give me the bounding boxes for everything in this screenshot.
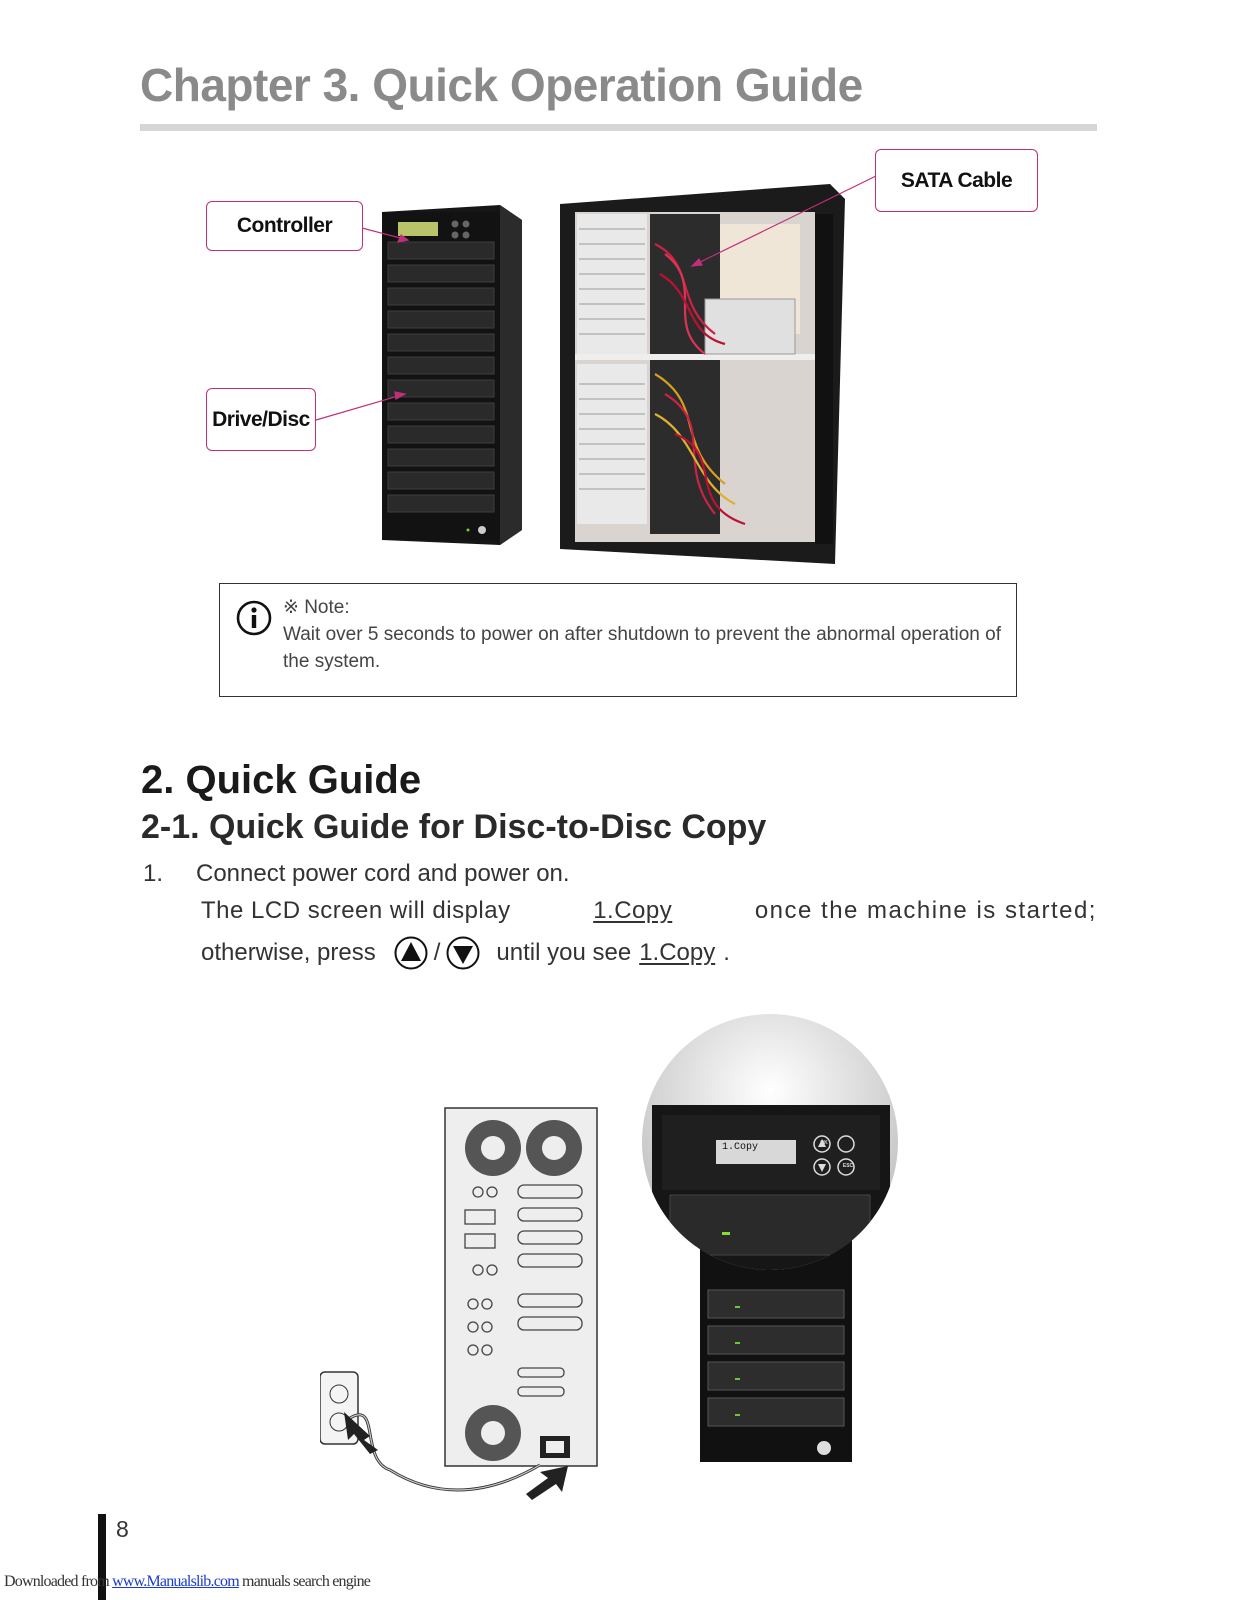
ok-button-label: OK: [820, 1140, 828, 1146]
callout-drive-disc: Drive/Disc: [206, 388, 316, 451]
footer-link[interactable]: www.Manualslib.com: [112, 1573, 239, 1590]
footer-prefix: Downloaded from: [4, 1573, 109, 1590]
footer: [4, 1573, 370, 1591]
step-text: Connect power cord and power on.: [196, 860, 570, 887]
section-heading: 2. Quick Guide: [141, 758, 422, 802]
step-line-2: [201, 897, 1097, 925]
note-text: [283, 594, 1001, 675]
step-number: 1.: [143, 860, 164, 887]
note-body: Wait over 5 seconds to power on after shutdown to prevent the abnormal operation of the system.: [283, 624, 1001, 672]
page-number: 8: [116, 1516, 129, 1542]
subsection-heading: 2-1. Quick Guide for Disc-to-Disc Copy: [141, 808, 767, 846]
up-arrow-button-icon: [394, 936, 428, 970]
footer-suffix: manuals search engine: [242, 1573, 371, 1590]
step-line-3-post: .: [723, 939, 730, 966]
step-line-2-pre: The LCD screen will display: [201, 897, 511, 924]
esc-button-label: ESC: [842, 1163, 854, 1169]
chapter-title: Chapter 3. Quick Operation Guide: [140, 59, 863, 111]
step-line-2-post: once the machine is started;: [754, 897, 1097, 924]
rear-panel-power-illustration: [320, 1100, 610, 1510]
callout-sata-cable: SATA Cable: [875, 149, 1038, 212]
arrow-separator: /: [433, 939, 441, 966]
lcd-menu-name: 1.Copy: [593, 897, 673, 924]
down-arrow-button-icon: [446, 936, 480, 970]
step-line-3: [201, 936, 730, 970]
callout-controller: Controller: [206, 201, 363, 251]
callout-leader-lines: [0, 0, 1237, 600]
step-line-3-pre: otherwise, press: [201, 939, 376, 966]
note-heading: ※ Note:: [283, 597, 350, 618]
step-line-3-mid: until you see: [496, 939, 632, 966]
front-tower-lcd-illustration: [640, 1010, 910, 1480]
lcd-screen-text: 1.Copy: [722, 1142, 759, 1153]
note-box: [219, 583, 1017, 697]
lcd-menu-name-2: 1.Copy: [639, 939, 716, 966]
info-icon: [236, 600, 272, 636]
